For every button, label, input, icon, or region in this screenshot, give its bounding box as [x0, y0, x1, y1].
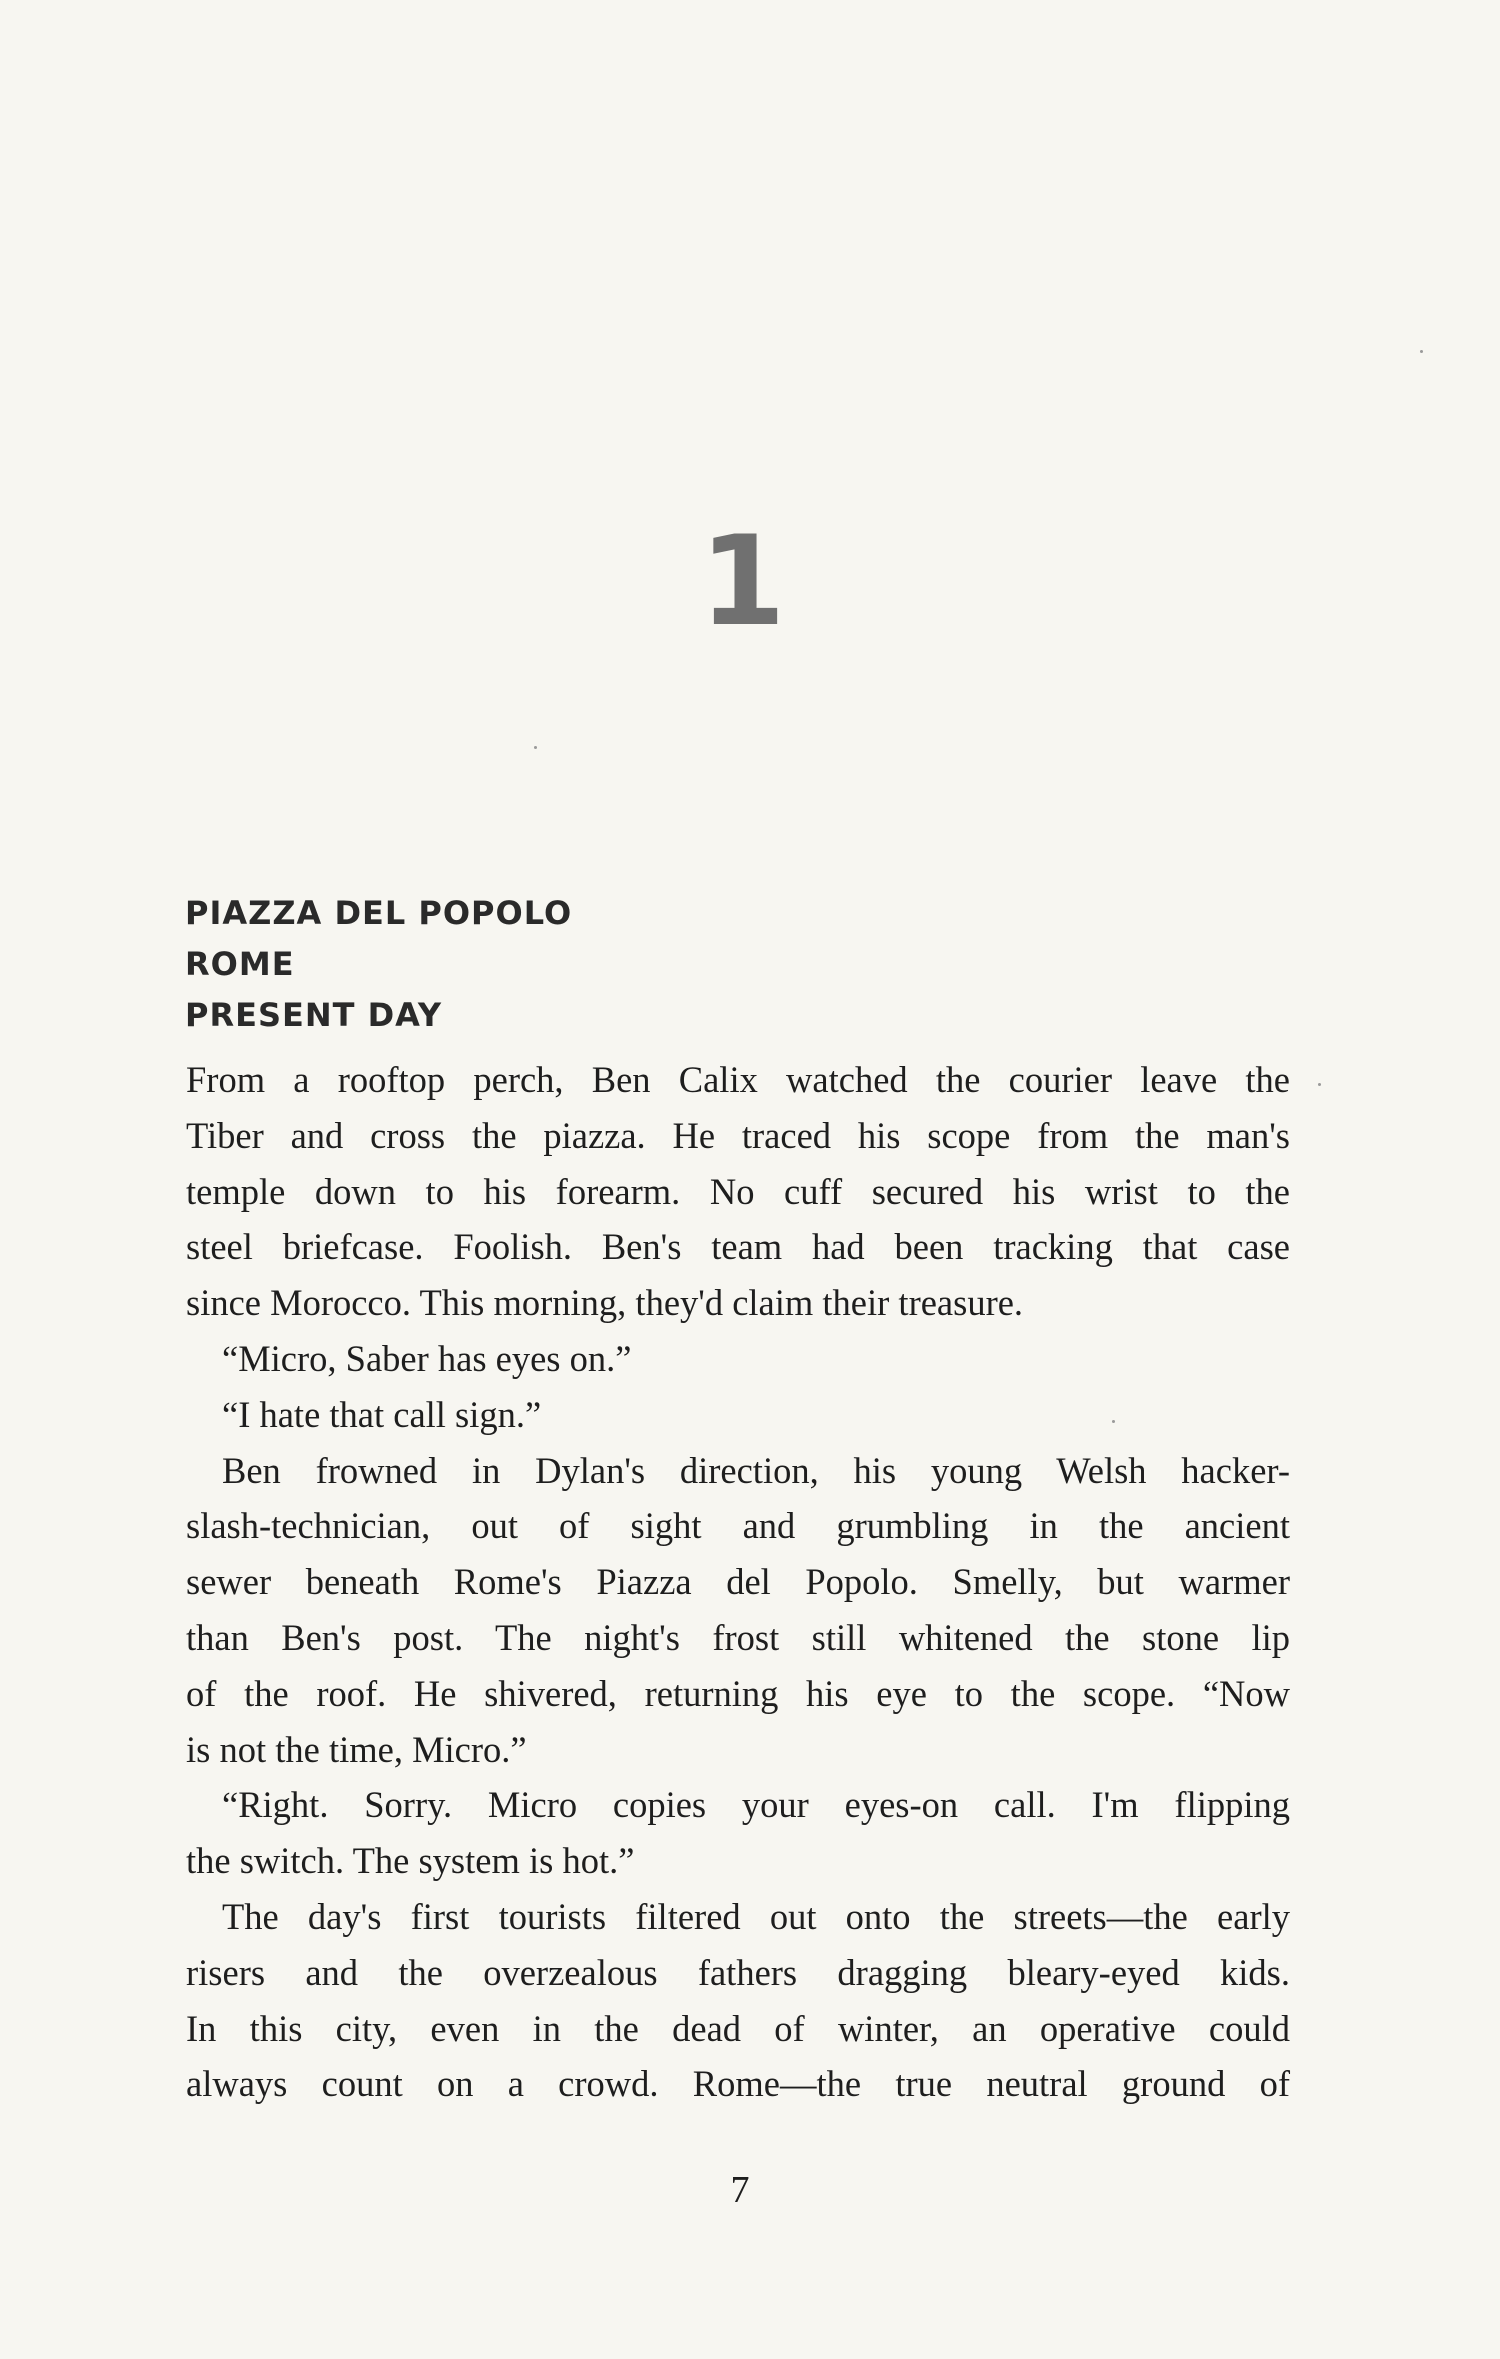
page-number: 7 [730, 2169, 750, 2211]
text-line: than Ben's post. The night's frost still whitened the stone lip [186, 1616, 1290, 1658]
heading-line-place: PIAZZA DEL POPOLO [185, 894, 573, 932]
text-line: Ben frowned in Dylan's direction, his young Welsh hacker- [222, 1449, 1290, 1491]
text-line: steel briefcase. Foolish. Ben's team had been tracking that case [186, 1226, 1290, 1268]
text-line: is not the time, Micro.” [186, 1728, 527, 1770]
heading-line-city: ROME [185, 945, 295, 983]
text-line: since Morocco. This morning, they'd claim their treasure. [186, 1282, 1024, 1324]
body-text [186, 1052, 1290, 2112]
text-line: always count on a crowd. Rome—the true neutral ground of [186, 2063, 1290, 2105]
text-line: “I hate that call sign.” [222, 1393, 542, 1435]
heading-line-time: PRESENT DAY [185, 996, 443, 1034]
text-line: sewer beneath Rome's Piazza del Popolo. Smelly, but warmer [186, 1561, 1290, 1603]
text-line: slash-technician, out of sight and grumbling in the ancient [186, 1505, 1290, 1547]
text-line: the switch. The system is hot.” [186, 1840, 635, 1882]
chapter-number: 1 [699, 510, 786, 654]
text-line: From a rooftop perch, Ben Calix watched the courier leave the [186, 1059, 1290, 1100]
text-line: “Right. Sorry. Micro copies your eyes-on call. I'm flipping [222, 1784, 1290, 1826]
text-line: Tiber and cross the piazza. He traced his scope from the man's [186, 1114, 1290, 1156]
text-line: “Micro, Saber has eyes on.” [222, 1337, 632, 1379]
text-line: temple down to his forearm. No cuff secured his wrist to the [186, 1170, 1290, 1212]
text-line: The day's first tourists filtered out onto the streets—the early [222, 1895, 1290, 1937]
text-line: In this city, even in the dead of winter, an operative could [186, 2007, 1290, 2049]
text-line: of the roof. He shivered, returning his eye to the scope. “Now [186, 1672, 1290, 1714]
text-line: risers and the overzealous fathers dragging bleary-eyed kids. [186, 1951, 1290, 1993]
location-heading [185, 888, 572, 1041]
